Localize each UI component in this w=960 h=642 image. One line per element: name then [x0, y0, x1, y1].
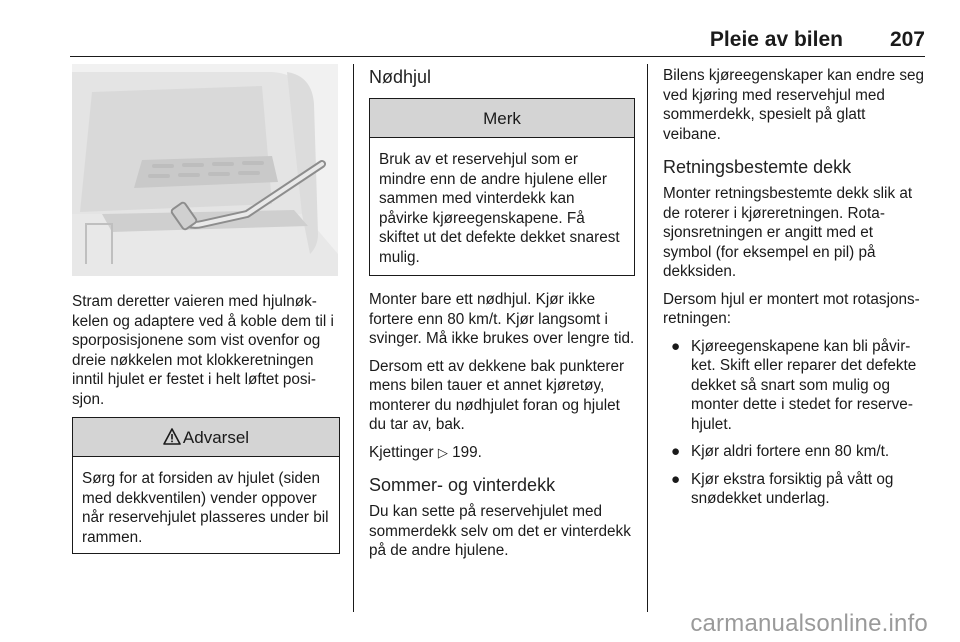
towing-paragraph: Dersom ett av dekkene bak punkterer mens bilen tauer et annet kjøretøy, monterer du nødhjulet foran og hjulet du tar av, bak.	[369, 357, 625, 433]
bullet-icon: ●	[671, 443, 681, 460]
warning-box	[72, 417, 340, 554]
warning-title: Advarsel	[182, 428, 250, 447]
warning-box-header	[73, 418, 339, 457]
list-item: ● Kjør aldri fortere enn 80 km/t.	[671, 443, 890, 460]
chains-reference	[369, 443, 635, 463]
directional-paragraph: Monter retningsbestemte dekk slik at de roterer i kjøreretningen. Rotasjonsretningen er angitt med et symbol (for eksempel en pil) på dekksiden.	[663, 185, 913, 280]
warning-body: Sørg for at forsiden av hjulet (siden med dekkventilen) vender oppover når reservehjulet plasseres under bil rammen.	[82, 470, 329, 546]
page-number: 207	[889, 28, 925, 51]
bullet-icon: ●	[671, 470, 681, 488]
page-reference-arrow-icon: ▷	[437, 444, 448, 460]
summer-winter-paragraph: Du kan sette på reservehjulet med sommerdekk selv om det er vinterdekk på de andre hjulene.	[369, 503, 631, 559]
wrong-direction-list	[663, 337, 925, 509]
note-box-header: Merk	[370, 99, 634, 138]
note-box	[369, 98, 635, 276]
handling-paragraph: Bilens kjøreegenskaper kan endre seg ved kjøring med reservehjul med sommerdekk, spesielt på glatt veibane.	[663, 67, 925, 143]
column-middle	[369, 64, 635, 569]
chains-page-ref: 199.	[452, 443, 482, 461]
section-heading-emergency-wheel: Nødhjul	[369, 67, 432, 87]
header-rule	[70, 56, 925, 57]
list-item: ● Kjør ekstra forsiktig på vått og snødekket underlag.	[671, 470, 894, 507]
section-heading-directional-tyres: Retningsbestemte dekk	[663, 157, 852, 177]
warning-triangle-icon	[163, 428, 181, 445]
watermark: carmanualsonline.info	[690, 610, 928, 637]
wrong-direction-intro: Dersom hjul er montert mot rotasjonsretningen:	[663, 290, 920, 327]
section-heading-summer-winter: Sommer- og vinterdekk	[369, 475, 556, 495]
note-body: Bruk av et reservehjul som er mindre enn de andre hjulene eller sammen med vinterdekk kan påvirke kjøreegenskapene. Få skiftet ut det defekte dekket snarest mulig.	[379, 151, 620, 266]
column-divider-left	[353, 64, 354, 612]
bullet-icon: ●	[671, 337, 681, 355]
list-item: ● Kjøreegenskapene kan bli påvirket. Skift eller reparer det defekte dekket så snart som mulig og monter dette i stedet for reservehjulet.	[671, 337, 917, 433]
instruction-paragraph: Stram deretter vaieren med hjulnøkkelen og adaptere ved å koble dem til i sporposisjonene som vist ovenfor og dreie nøkkelen mot klokkeretningen inntil hjulet er festet i helt løftet posisjon.	[72, 293, 334, 408]
chains-label: Kjettinger	[369, 443, 434, 461]
page-section-title: Pleie av bilen	[709, 28, 843, 51]
spare-wheel-illustration	[72, 64, 338, 276]
emergency-wheel-paragraph: Monter bare ett nødhjul. Kjør ikke fortere enn 80 km/t. Kjør langsomt i svinger. Må ikke brukes over lengre tid.	[369, 291, 635, 347]
column-left	[72, 64, 340, 566]
column-divider-right	[647, 64, 648, 612]
column-right	[663, 64, 925, 517]
page-header	[70, 22, 925, 54]
